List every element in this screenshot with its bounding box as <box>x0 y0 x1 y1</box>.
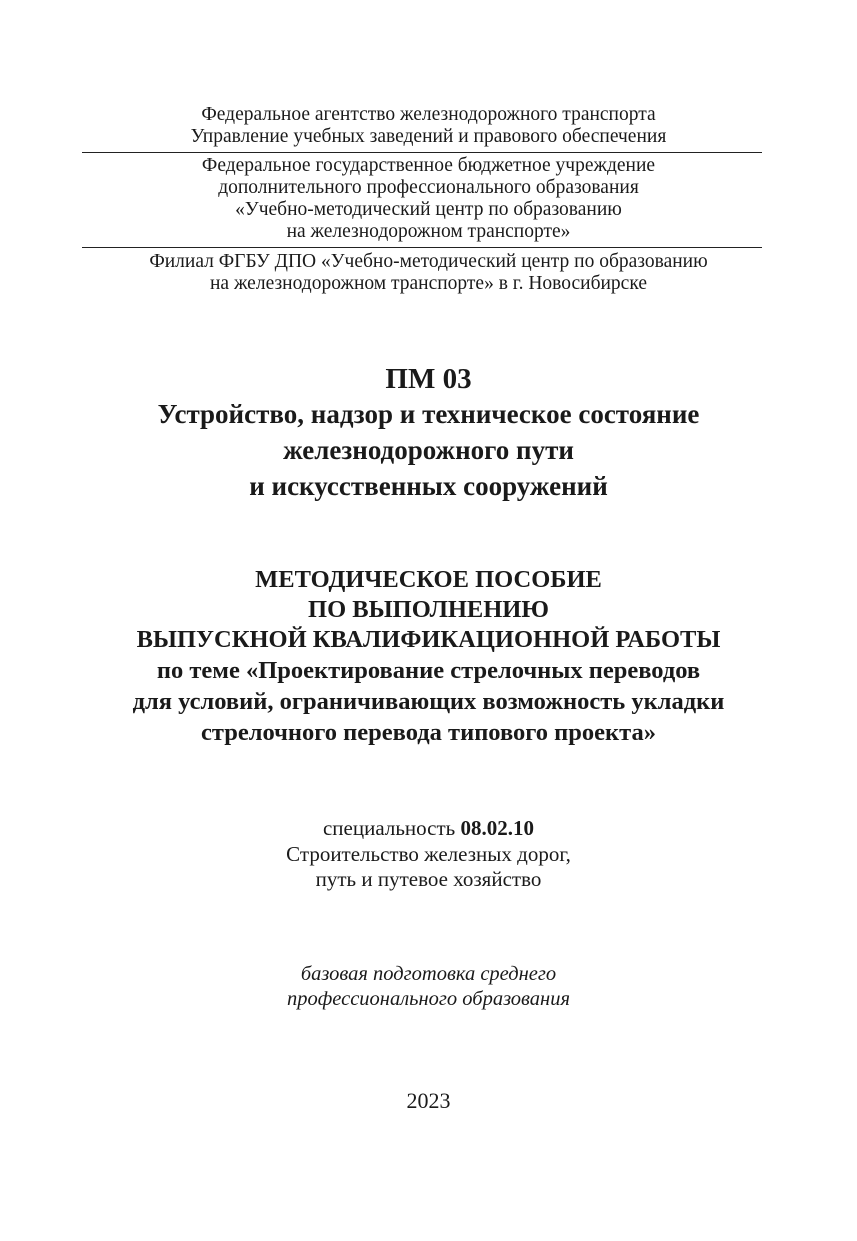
doc-title-line-1: МЕТОДИЧЕСКОЕ ПОСОБИЕ <box>255 566 602 593</box>
branch-line-2: на железнодорожном транспорте» в г. Новосибирске <box>210 273 647 294</box>
specialty-line <box>0 816 857 841</box>
publication-year: 2023 <box>406 1088 451 1113</box>
doc-title-line-6: стрелочного перевода типового проекта» <box>201 719 656 746</box>
header-divider-top <box>82 152 762 153</box>
doc-title-line-3: ВЫПУСКНОЙ КВАЛИФИКАЦИОННОЙ РАБОТЫ <box>136 626 721 653</box>
specialty-name-line-2: путь и путевое хозяйство <box>315 867 542 891</box>
module-code: ПМ 03 <box>385 363 472 395</box>
agency-line-1: Федеральное агентство железнодорожного транспорта <box>201 104 656 125</box>
doc-title-line-4: по теме «Проектирование стрелочных переводов <box>156 657 701 684</box>
specialty-name-line-1: Строительство железных дорог, <box>286 842 571 866</box>
specialty-code: 08.02.10 <box>460 816 534 840</box>
specialty-prefix: специальность <box>322 816 456 840</box>
module-title-line-1: Устройство, надзор и техническое состояние <box>157 399 700 429</box>
level-line-1: базовая подготовка среднего <box>300 963 557 985</box>
institution-line-3: «Учебно-методический центр по образованию <box>235 199 622 220</box>
doc-title-line-5: для условий, ограничивающих возможность укладки <box>132 688 725 715</box>
institution-line-2: дополнительного профессионального образования <box>218 177 639 198</box>
level-line-2: профессионального образования <box>286 988 571 1010</box>
module-title-line-2: железнодорожного пути <box>283 435 574 465</box>
module-title-line-3: и искусственных сооружений <box>249 471 608 501</box>
header-divider-bottom <box>82 247 762 248</box>
institution-line-1: Федеральное государственное бюджетное учреждение <box>201 155 656 176</box>
doc-title-line-2: ПО ВЫПОЛНЕНИЮ <box>308 596 549 623</box>
institution-line-4: на железнодорожном транспорте» <box>286 221 571 242</box>
branch-line-1: Филиал ФГБУ ДПО «Учебно-методический центр по образованию <box>149 251 708 272</box>
agency-line-2: Управление учебных заведений и правового обеспечения <box>190 126 667 147</box>
